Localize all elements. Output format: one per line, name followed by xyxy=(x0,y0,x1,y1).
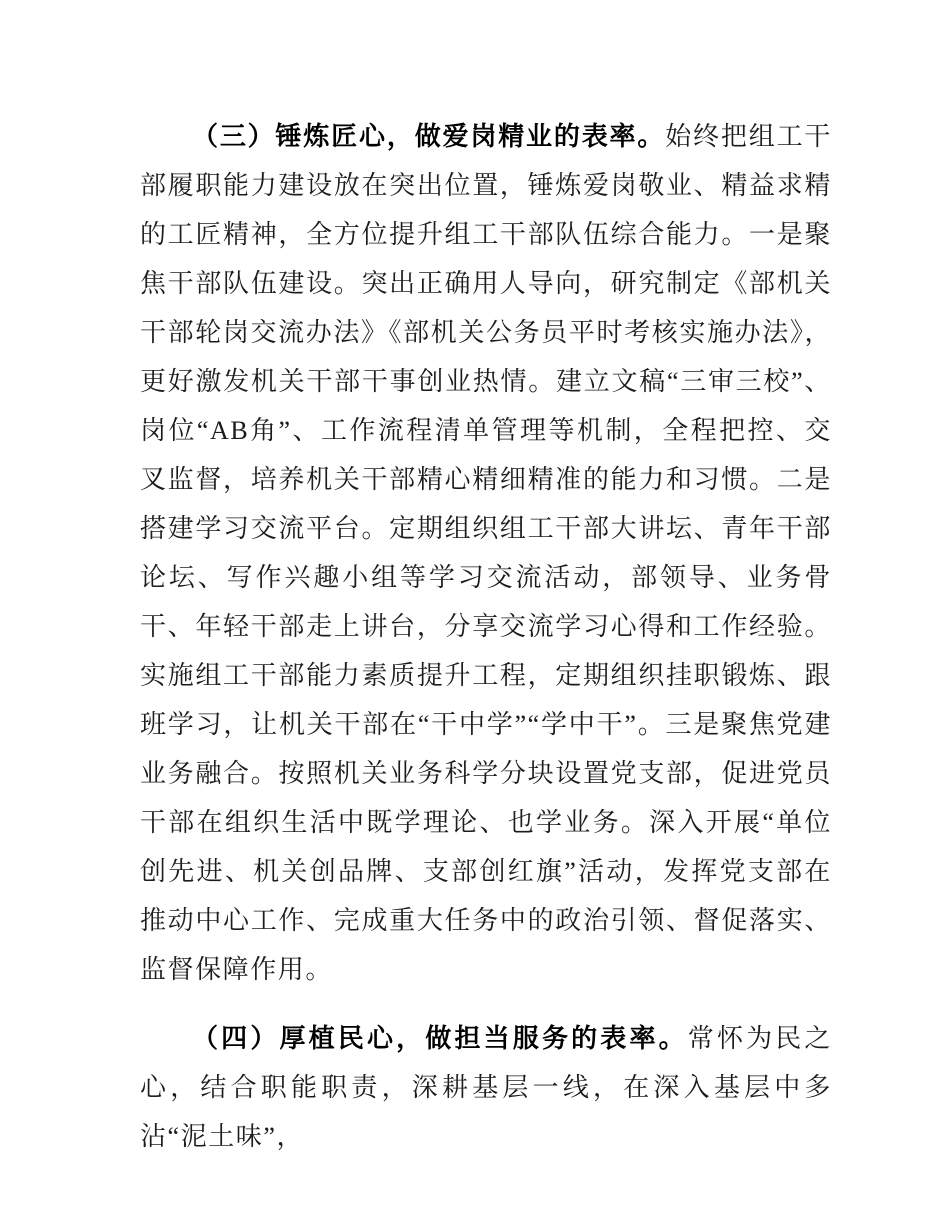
section-3-body-text: 始终把组工干部履职能力建设放在突出位置，锤炼爱岗敬业、精益求精的工匠精神，全方位提升组工干部队伍综合能力。一是聚焦干部队伍建设。突出正确用人导向，研究制定《部机关干部轮岗交流办法》《部机关公务员平时考核实施办法》，更好激发机关干部干事创业热情。建立文稿“三审三校”、岗位“AB角”、工作流程清单管理等机制，全程把控、交叉监督，培养机关干部精心精细精准的能力和习惯。二是搭建学习交流平台。定期组织组工干部大讲坛、青年干部论坛、写作兴趣小组等学习交流活动，部领导、业务骨干、年轻干部走上讲台，分享交流学习心得和工作经验。实施组工干部能力素质提升工程，定期组织挂职锻炼、跟班学习，让机关干部在“干中学”“学中干”。三是聚焦党建业务融合。按照机关业务科学分块设置党支部，促进党员干部在组织生活中既学理论、也学业务。深入开展“单位创先进、机关创品牌、支部创红旗”活动，发挥党支部在推动中心工作、完成重大任务中的政治引领、督促落实、监督保障作用。 xyxy=(140,122,832,984)
section-4-heading: （四）厚植民心，做担当服务的表率。 xyxy=(192,1023,688,1053)
document-text-block xyxy=(140,112,832,1161)
paragraph-section-4 xyxy=(140,1014,832,1161)
section-4-body-text: 常怀为民之心，结合职能职责，深耕基层一线，在深入基层中多沾“泥土味”， xyxy=(140,1024,832,1151)
section-3-heading: （三）锤炼匠心，做爱岗精业的表率。 xyxy=(192,121,666,151)
paragraph-section-3 xyxy=(140,112,832,994)
